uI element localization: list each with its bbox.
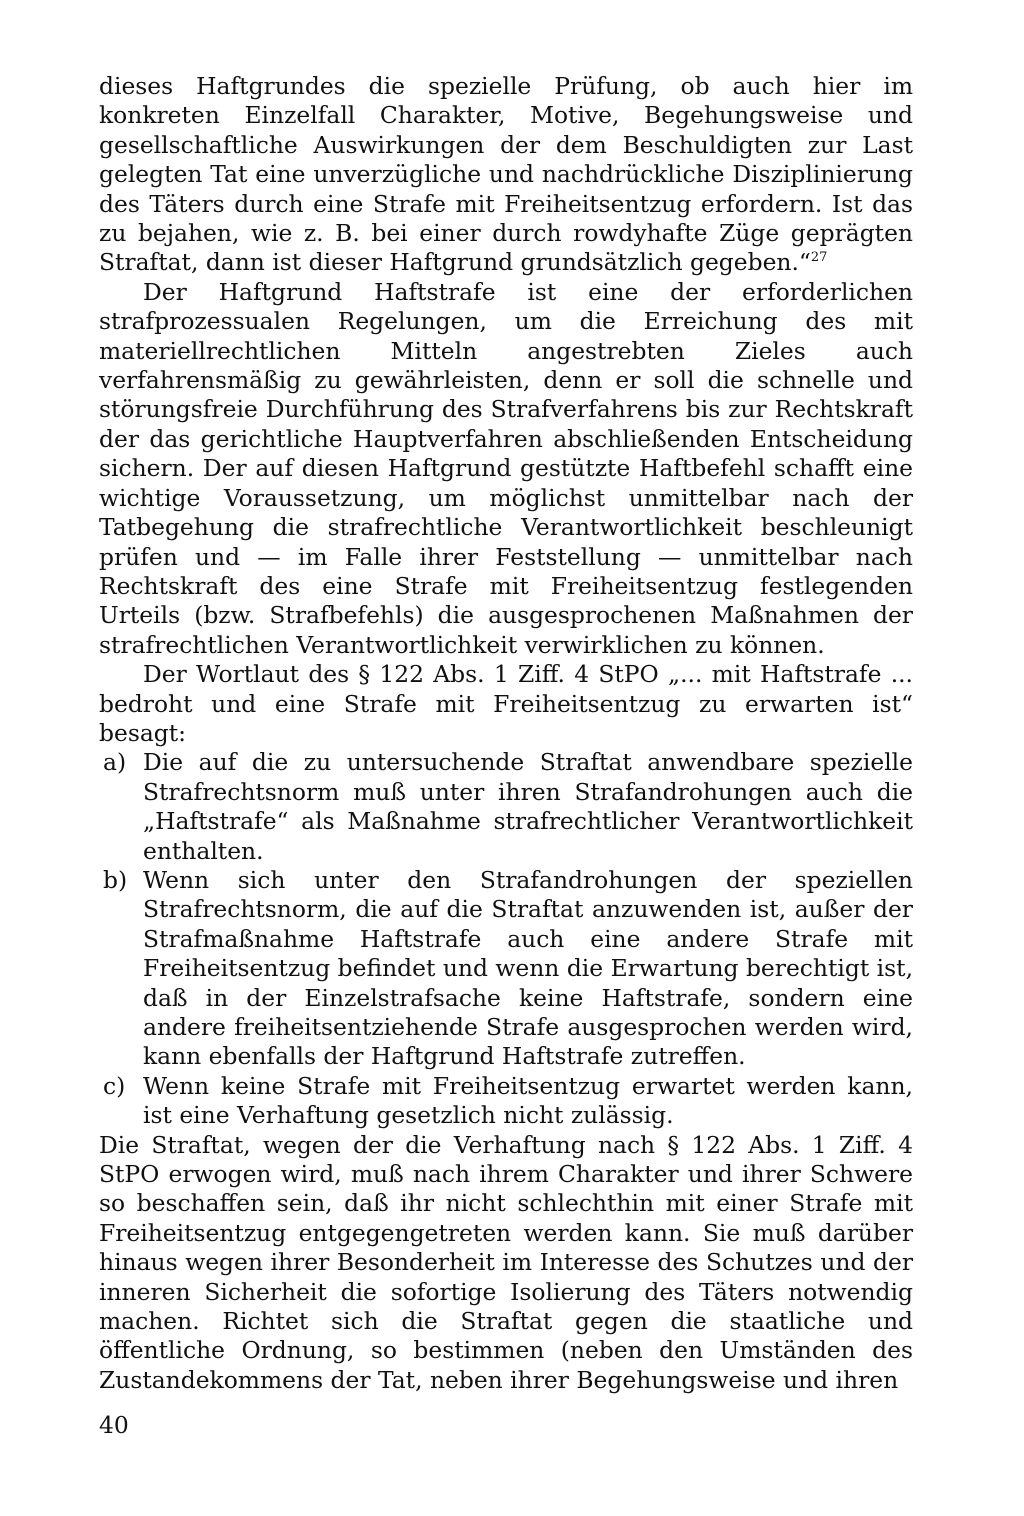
paragraph-text: Die Straftat, wegen der die Verhaftung nach § 122 Abs. 1 Ziff. 4 StPO erwogen wird, muß nach ihrem Charakter und ihrer Schwere so beschaffen sein, daß ihr nicht schlechthin mit einer Strafe mit Freiheitsentzug entgegengetreten werden kann. Sie muß darüber hinaus wegen ihrer Besonderheit im Interesse des Schutzes und der inneren Sicherheit die sofortige Isolierung des Täters notwendig machen. Richtet sich die Straftat gegen die staatliche und öffentliche Ordnung, so bestimmen (neben den Umständen des Zustandekommens der Tat, neben ihrer Begehungsweise und ihren [99, 1130, 913, 1394]
footnote-reference: 27 [810, 250, 828, 266]
list-marker: c) [103, 1071, 126, 1100]
list-item-text: Wenn sich unter den Strafandrohungen der speziellen Strafrechtsnorm, die auf die Straftat anzuwenden ist, außer der Strafmaßnahme Haftstrafe auch eine andere Strafe mit Freiheitsentzug befindet und wenn die Erwartung berechtigt ist, daß in der Einzelstrafsache keine Haftstrafe, sondern eine andere freiheitsentziehende Strafe ausgesprochen werden wird, kann ebenfalls der Haftgrund Haftstrafe zutreffen. [143, 865, 913, 1071]
list-item [99, 866, 913, 1072]
list-item-text: Die auf die zu untersuchende Straftat anwendbare spezielle Strafrechtsnorm muß unter ihren Strafandrohungen auch die „Haftstrafe“ als Maßnahme strafrechtlicher Verantwortlichkeit enthalten. [143, 748, 913, 865]
paragraph-text: Der Haftgrund Haftstrafe ist eine der erforderlichen strafprozessualen Regelungen, um die Erreichung des mit materiellrechtlichen Mitteln angestrebten Zieles auch verfahrensmäßig zu gewährleisten, denn er soll die schnelle und störungsfreie Durchführung des Strafverfahrens bis zur Rechtskraft der das gerichtliche Hauptverfahren abschließenden Entscheidung sichern. Der auf diesen Haftgrund gestützte Haftbefehl schafft eine wichtige Voraussetzung, um möglichst unmittelbar nach der Tatbegehung die strafrechtliche Verantwortlichkeit beschleunigt prüfen und — im Falle ihrer Feststellung — unmittelbar nach Rechtskraft des eine Strafe mit Freiheitsentzug festlegenden Urteils (bzw. Strafbefehls) die ausgesprochenen Maßnahmen der strafrechtlichen Verantwortlichkeit verwirklichen zu können. [99, 277, 913, 659]
list-marker: b) [103, 865, 128, 894]
paragraph-text: Der Wortlaut des § 122 Abs. 1 Ziff. 4 StPO „... mit Haftstrafe ... bedroht und eine Strafe mit Freiheitsentzug zu erwarten ist“ besagt: [99, 660, 913, 747]
page-number: 40 [99, 1411, 129, 1439]
paragraph-wortlaut [99, 660, 913, 748]
list-item-text: Wenn keine Strafe mit Freiheitsentzug erwartet werden kann, ist eine Verhaftung gesetzlich nicht zulässig. [143, 1071, 913, 1130]
paragraph-straftat [99, 1131, 913, 1396]
list-item [99, 748, 913, 866]
paragraph-continued [99, 72, 913, 278]
body-text [99, 72, 913, 1395]
list-marker: a) [103, 748, 127, 777]
paragraph-text: dieses Haftgrundes die spezielle Prüfung, ob auch hier im konkreten Einzelfall Charakter, Motive, Begehungsweise und gesellschaftliche Auswirkungen der dem Beschuldigten zur Last gelegten Tat eine unverzügliche und nachdrückliche Disziplinierung des Täters durch eine Strafe mit Freiheitsentzug erfordern. Ist das zu bejahen, wie z. B. bei einer durch rowdyhafte Züge geprägten Straftat, dann ist dieser Haftgrund grundsätzlich gegeben.“ [99, 72, 913, 277]
list-item [99, 1072, 913, 1131]
paragraph-haftgrund [99, 278, 913, 660]
